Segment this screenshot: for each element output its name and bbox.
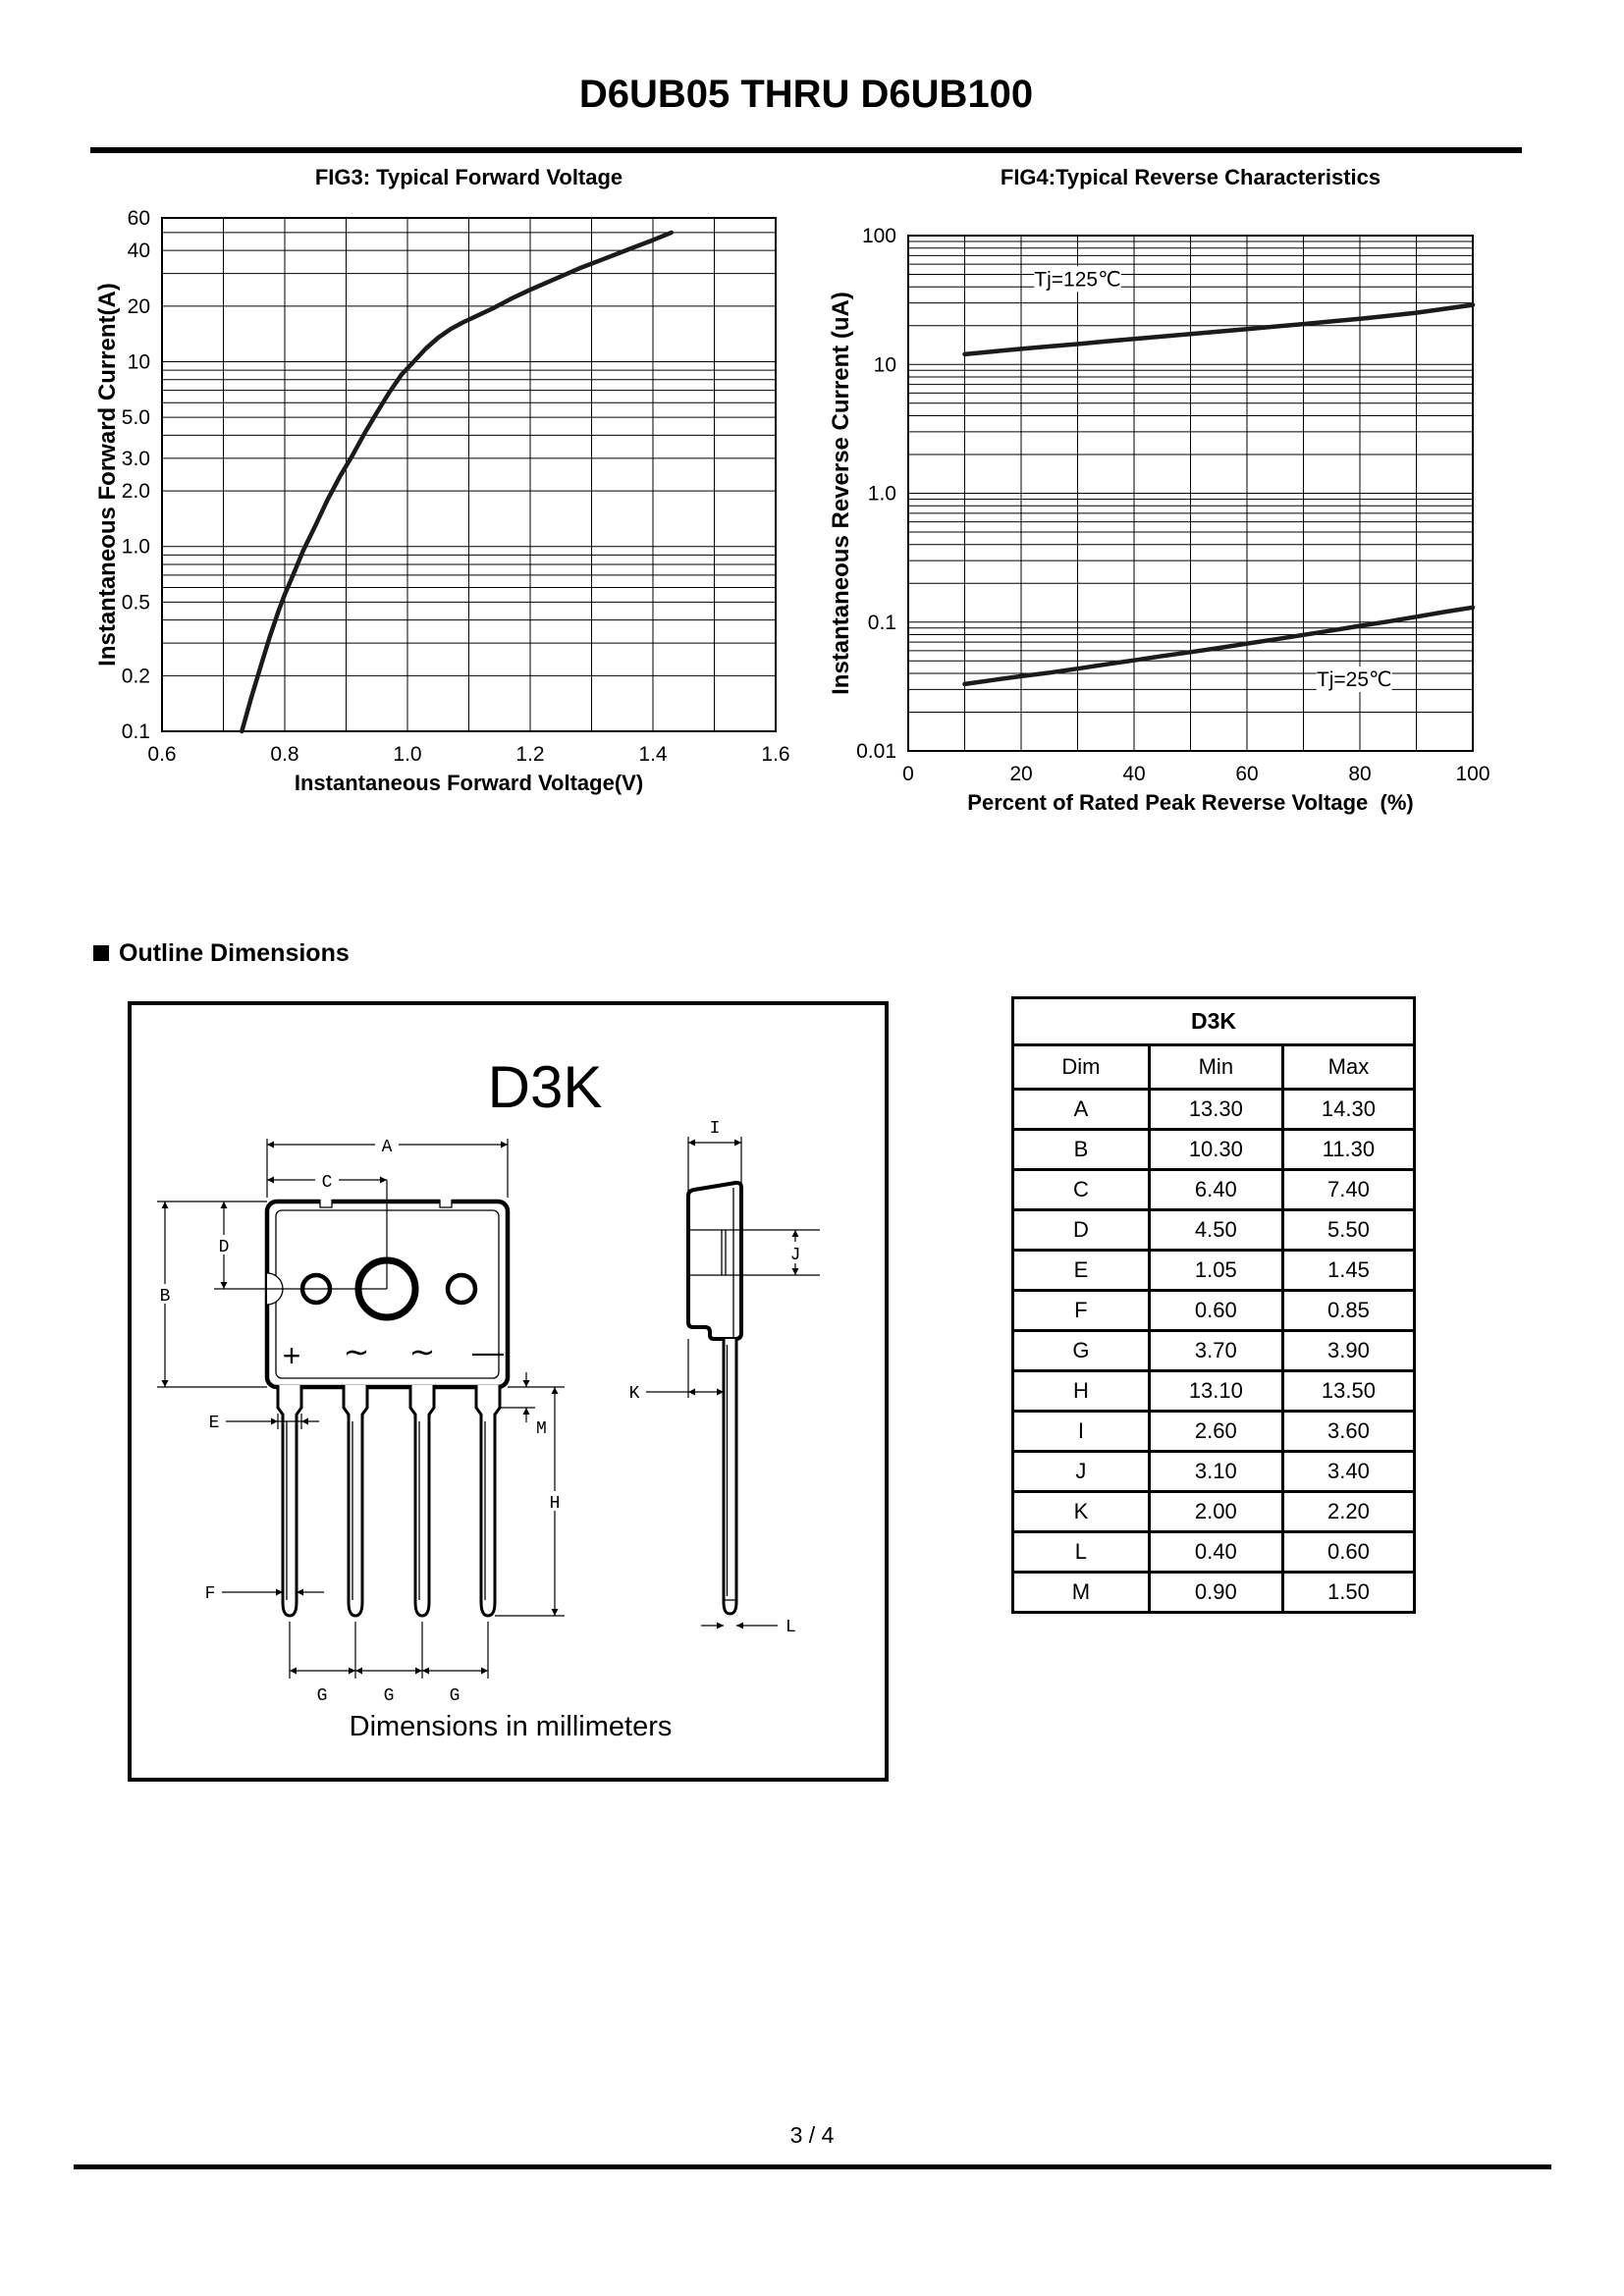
table-title: D3K (1013, 998, 1415, 1045)
table-row (1013, 1371, 1415, 1412)
dim-cell: B (1013, 1130, 1150, 1170)
min-cell: 13.30 (1149, 1090, 1282, 1130)
dim-label-I: I (709, 1119, 721, 1139)
dim-cell: D (1013, 1210, 1150, 1251)
x-tick-label: 1.0 (393, 743, 422, 766)
outline-section-heading (93, 939, 350, 968)
curve-reverse-current-25C (965, 608, 1474, 684)
page-number: 3 / 4 (789, 2122, 835, 2148)
y-tick-label: 0.5 (121, 591, 150, 614)
package-name-label: D3K (487, 1054, 603, 1120)
min-cell: 3.70 (1149, 1331, 1282, 1371)
max-cell: 13.50 (1282, 1371, 1414, 1412)
max-cell: 1.45 (1282, 1251, 1414, 1291)
max-cell: 3.40 (1282, 1452, 1414, 1492)
dim-cell: I (1013, 1412, 1150, 1452)
y-tick-label: 5.0 (121, 406, 150, 430)
dim-label-C: C (321, 1173, 333, 1193)
table-row (1013, 1532, 1415, 1573)
y-axis-title: Instantaneous Forward Current(A) (94, 283, 121, 667)
min-cell: 3.10 (1149, 1452, 1282, 1492)
min-cell: 6.40 (1149, 1170, 1282, 1210)
dim-cell: C (1013, 1170, 1150, 1210)
x-tick-label: 100 (1455, 763, 1490, 785)
dim-cell: E (1013, 1251, 1150, 1291)
max-cell: 7.40 (1282, 1170, 1414, 1210)
chart-title: FIG4:Typical Reverse Characteristics (1000, 165, 1381, 189)
footer-rule (74, 2164, 1551, 2169)
dim-label-G3: G (449, 1686, 460, 1706)
fig3-chart (54, 155, 820, 808)
max-cell: 0.85 (1282, 1291, 1414, 1331)
table-row (1013, 1331, 1415, 1371)
min-cell: 13.10 (1149, 1371, 1282, 1412)
max-cell: 3.90 (1282, 1331, 1414, 1371)
y-tick-label: 0.1 (867, 611, 896, 634)
curve-annotation: Tj=125℃ (1034, 268, 1121, 292)
table-row (1013, 1573, 1415, 1613)
x-tick-label: 0 (902, 763, 914, 785)
package-outline-drawing (128, 1001, 889, 1782)
max-cell: 14.30 (1282, 1090, 1414, 1130)
dim-label-J: J (789, 1246, 801, 1265)
y-tick-label: 20 (127, 294, 150, 318)
outline-heading-label: Outline Dimensions (119, 939, 350, 967)
table-row (1013, 1452, 1415, 1492)
table-row (1013, 1412, 1415, 1452)
min-cell: 0.60 (1149, 1291, 1282, 1331)
table-row (1013, 1090, 1415, 1130)
curve-annotation: Tj=25℃ (1316, 667, 1392, 691)
dim-cell: H (1013, 1371, 1150, 1412)
column-header-max: Max (1282, 1045, 1414, 1090)
terminal-minus-symbol: — (472, 1334, 504, 1369)
dim-label-H: H (549, 1494, 561, 1514)
dim-cell: M (1013, 1573, 1150, 1613)
table-row (1013, 1210, 1415, 1251)
square-bullet-icon (93, 945, 109, 961)
terminal-ac2-symbol: ∼ (408, 1334, 436, 1369)
x-tick-label: 80 (1348, 763, 1372, 785)
column-header-dim: Dim (1013, 1045, 1150, 1090)
dim-cell: J (1013, 1452, 1150, 1492)
y-tick-label: 3.0 (121, 447, 150, 470)
dim-label-B: B (159, 1287, 171, 1307)
dim-label-G1: G (316, 1686, 328, 1706)
max-cell: 1.50 (1282, 1573, 1414, 1613)
x-tick-label: 60 (1235, 763, 1259, 785)
dim-label-L: L (785, 1618, 796, 1637)
y-tick-label: 100 (861, 225, 896, 247)
x-axis-title: Instantaneous Forward Voltage(V) (294, 771, 644, 795)
x-tick-label: 0.8 (270, 743, 299, 766)
y-tick-label: 0.2 (121, 665, 150, 688)
chart-title: FIG3: Typical Forward Voltage (314, 165, 623, 189)
fig4-chart (800, 155, 1576, 832)
y-axis-title: Instantaneous Reverse Current (uA) (828, 292, 854, 695)
dim-label-D: D (218, 1238, 230, 1257)
y-tick-label: 0.1 (121, 721, 150, 743)
y-tick-label: 10 (127, 350, 150, 374)
gridlines (162, 218, 776, 731)
y-tick-label: 1.0 (867, 482, 896, 506)
dim-label-A: A (381, 1138, 393, 1157)
terminal-ac1-symbol: ∼ (343, 1334, 370, 1369)
table-row (1013, 1130, 1415, 1170)
dim-cell: L (1013, 1532, 1150, 1573)
table-header-row (1013, 1045, 1415, 1090)
dim-label-G2: G (383, 1686, 395, 1706)
x-tick-label: 20 (1009, 763, 1033, 785)
max-cell: 3.60 (1282, 1412, 1414, 1452)
y-tick-label: 0.01 (856, 740, 896, 763)
terminal-plus-symbol: + (282, 1338, 301, 1373)
min-cell: 2.00 (1149, 1492, 1282, 1532)
y-tick-label: 2.0 (121, 480, 150, 504)
x-axis-title: Percent of Rated Peak Reverse Voltage (%) (967, 790, 1414, 815)
dimension-table (1011, 996, 1416, 1614)
y-tick-label: 60 (127, 207, 150, 230)
max-cell: 11.30 (1282, 1130, 1414, 1170)
dim-label-E: E (208, 1414, 220, 1433)
dim-label-K: K (628, 1384, 640, 1404)
min-cell: 0.40 (1149, 1532, 1282, 1573)
x-tick-label: 40 (1122, 763, 1146, 785)
min-cell: 4.50 (1149, 1210, 1282, 1251)
drawing-caption: Dimensions in millimeters (349, 1711, 673, 1742)
min-cell: 1.05 (1149, 1251, 1282, 1291)
table-row (1013, 1291, 1415, 1331)
curve-reverse-current-125C (965, 305, 1474, 354)
max-cell: 5.50 (1282, 1210, 1414, 1251)
column-header-min: Min (1149, 1045, 1282, 1090)
page-title: D6UB05 THRU D6UB100 (578, 73, 1034, 116)
title-rule (90, 147, 1522, 153)
y-tick-label: 1.0 (121, 535, 150, 559)
y-tick-label: 40 (127, 240, 150, 263)
dim-cell: G (1013, 1331, 1150, 1371)
dim-label-F: F (204, 1584, 216, 1604)
dim-cell: K (1013, 1492, 1150, 1532)
table-row (1013, 1170, 1415, 1210)
table-title-row (1013, 998, 1415, 1045)
y-tick-label: 10 (873, 353, 896, 377)
min-cell: 10.30 (1149, 1130, 1282, 1170)
max-cell: 0.60 (1282, 1532, 1414, 1573)
table-row (1013, 1251, 1415, 1291)
curve-forward-voltage-curve (242, 233, 672, 731)
x-tick-label: 1.2 (515, 743, 545, 766)
pilot-hole-right (448, 1275, 475, 1303)
dim-cell: F (1013, 1291, 1150, 1331)
dim-label-M: M (536, 1419, 547, 1439)
x-tick-label: 0.6 (147, 743, 177, 766)
dim-cell: A (1013, 1090, 1150, 1130)
x-tick-label: 1.6 (761, 743, 790, 766)
min-cell: 0.90 (1149, 1573, 1282, 1613)
min-cell: 2.60 (1149, 1412, 1282, 1452)
max-cell: 2.20 (1282, 1492, 1414, 1532)
x-tick-label: 1.4 (638, 743, 668, 766)
table-row (1013, 1492, 1415, 1532)
